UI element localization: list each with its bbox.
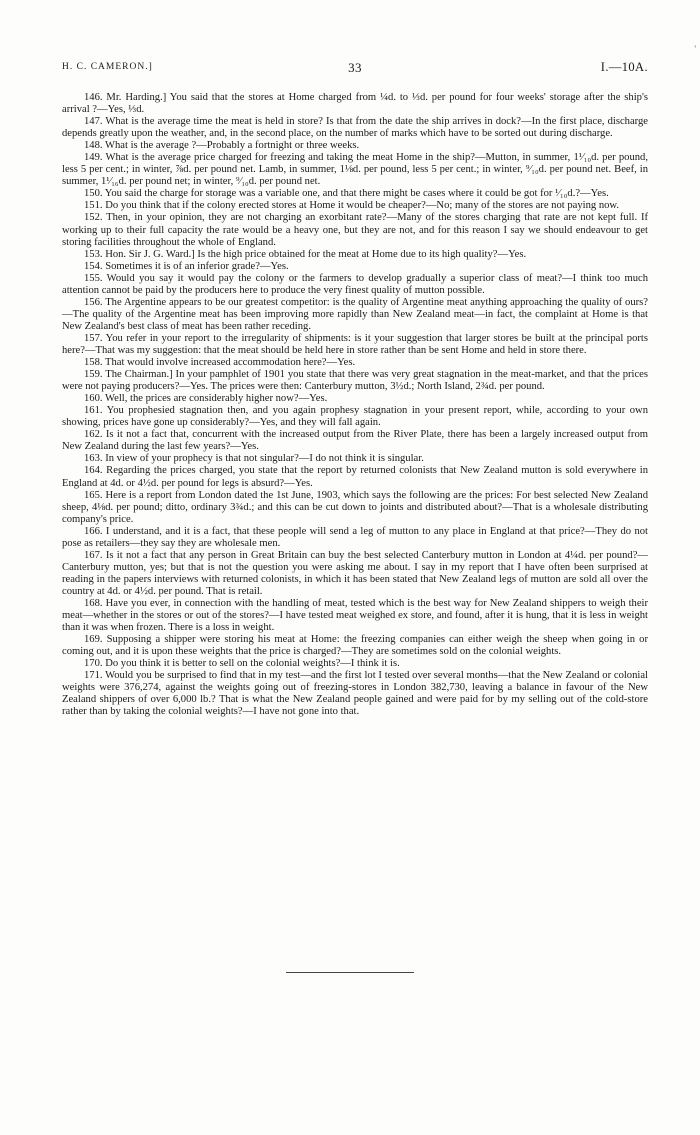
paragraph: 170. Do you think it is better to sell on the colonial weights?—I think it is. bbox=[84, 658, 400, 670]
paragraph: 162. Is it not a fact that, concurrent with the increased output from the River Plate, there has been a largely increased output from New Zealand during the last few years?—Yes. bbox=[62, 429, 648, 453]
paragraph: 149. What is the average price charged for freezing and taking the meat Home in the ship?—Mutton, in summer, 1¹⁄₁₀d. per pound, less 5 per cent.; in winter, ⅞d. per pound net. Lamb, in summer, 1⅛d. per pound, less 5 per cent.; in winter, ⁹⁄₁₀d. per pound net. Beef, in summer, 1¹⁄₁₆d. per pound net; in winter, ⁹⁄₁₀d. per pound net. bbox=[62, 152, 648, 188]
paragraph: 154. Sometimes it is of an inferior grade?—Yes. bbox=[84, 260, 289, 272]
paragraph: 155. Would you say it would pay the colony or the farmers to develop gradually a superior class of meat?—I think too much attention cannot be paid by the producers here to produce the very finest quality of mutton possible. bbox=[62, 272, 648, 296]
margin-mark: ' bbox=[694, 44, 696, 54]
paragraph: 152. Then, in your opinion, they are not charging an exorbitant rate?—Many of the stores charging that rate are not kept full. If working up to their full capacity the rate would be a heavy one, but they are not, and for this reason I say we should endeavour to get storing facilities throughout the whole of England. bbox=[62, 212, 648, 248]
paragraph: 148. What is the average ?—Probably a fortnight or three weeks. bbox=[84, 140, 360, 152]
end-rule-divider bbox=[286, 972, 414, 973]
paragraph: 146. Mr. Harding.] You said that the stores at Home charged from ¼d. to ⅓d. per pound for four weeks' storage after the ship's arrival ?—Yes, ⅓d. bbox=[62, 92, 648, 116]
paragraph: 147. What is the average time the meat is held in store? Is that from the date the ship arrives in dock?—In the first place, discharge depends greatly upon the weather, and, in the second place, on the number of marks which have to be sorted out during discharge. bbox=[62, 116, 648, 140]
paragraph: 168. Have you ever, in connection with the handling of meat, tested which is the best way for New Zealand shippers to weigh their meat—whether in the stores or out of the stores?—I have tested meat weighed ex store, and found, after it is hung, that it is less in weight than it was when frozen. There is a loss in weight. bbox=[62, 597, 648, 634]
paragraph: 159. The Chairman.] In your pamphlet of 1901 you state that there was very great stagnation in the meat-market, and that the prices were not paying producers?—Yes. The prices were then: Canterbury mutton, 3½d.; North Island, 2¾d. per pound. bbox=[62, 369, 648, 393]
page-header bbox=[62, 60, 648, 78]
paragraph: 158. That would involve increased accommodation here?—Yes. bbox=[84, 357, 356, 369]
witness-name: H. C. CAMERON.] bbox=[62, 62, 153, 72]
testimony-body bbox=[62, 92, 648, 718]
page-number: 33 bbox=[348, 60, 362, 75]
paragraph: 165. Here is a report from London dated the 1st June, 1903, which says the following are the prices: For best selected New Zealand sheep, 4⅛d. per pound; ditto, ordinary 3¾d.; and this can be cut down to joints and distributed about?—That is a wholesale distributing company's price. bbox=[62, 489, 648, 525]
document-reference: I.—10A. bbox=[600, 60, 648, 74]
paragraph: 171. Would you be surprised to find that in my test—and the first lot I tested over several months—that the New Zealand or colonial weights were 376,274, against the weights going out of freezing-stores in London 382,730, leaving a balance in favour of the New Zealand shippers of over 6,000 lb.? That is what the New Zealand people gained and were paid for by my selling out of the cold-store rather than by taking the colonial weights?—I have not gone into that. bbox=[62, 670, 648, 718]
paragraph: 151. Do you think that if the colony erected stores at Home it would be cheaper?—No; many of the stores are not paying now. bbox=[84, 200, 620, 212]
paragraph: 164. Regarding the prices charged, you state that the report by returned colonists that New Zealand mutton is sold everywhere in England at 4d. or 4½d. per pound for legs is absurd?—Yes. bbox=[62, 465, 648, 489]
paragraph: 167. Is it not a fact that any person in Great Britain can buy the best selected Canterbury mutton in London at 4¼d. per pound?—Canterbury mutton, yes; but that is not the question you were asking me about. I say in my report that I have often been surprised at reading in the papers interviews with returned colonists, in which it has been stated that New Zealand legs of mutton are sold all over the country at 4d. or 4½d. per pound. That is retail. bbox=[62, 549, 648, 597]
paragraph: 157. You refer in your report to the irregularity of shipments: is it your suggestion that larger stores be built at the principal ports here?—That was my suggestion: that the meat should be held here in store rather than be sent Home and held in store there. bbox=[62, 332, 648, 356]
paragraph: 163. In view of your prophecy is that not singular?—I do not think it is singular. bbox=[84, 453, 424, 465]
paragraph: 153. Hon. Sir J. G. Ward.] Is the high price obtained for the meat at Home due to its high quality?—Yes. bbox=[84, 248, 527, 260]
paragraph: 166. I understand, and it is a fact, that these people will send a leg of mutton to any place in England at that price?—They do not pose as retailers—they say they are wholesale men. bbox=[62, 525, 648, 549]
paragraph: 169. Supposing a shipper were storing his meat at Home: the freezing companies can either weigh the sheep when going in or coming out, and it is upon these weights that the price is charged?—They are sometimes sold on the colonial weights. bbox=[62, 634, 648, 658]
paragraph: 156. The Argentine appears to be our greatest competitor: is the quality of Argentine meat anything approaching the quality of ours?—The quality of the Argentine meat has been improving more rapidly than New Zealand meat—in fact, the complaint at Home is that New Zealand's best class of meat has been rather receding. bbox=[62, 296, 648, 332]
paragraph: 160. Well, the prices are considerably higher now?—Yes. bbox=[84, 393, 328, 405]
paragraph: 150. You said the charge for storage was a variable one, and that there might be cases where it could be got for ¹⁄₁₀d.?—Yes. bbox=[84, 188, 609, 200]
paragraph: 161. You prophesied stagnation then, and you again prophesy stagnation in your present report, while, according to your own showing, prices have gone up considerably?—Yes, and they will fall again. bbox=[62, 405, 648, 429]
